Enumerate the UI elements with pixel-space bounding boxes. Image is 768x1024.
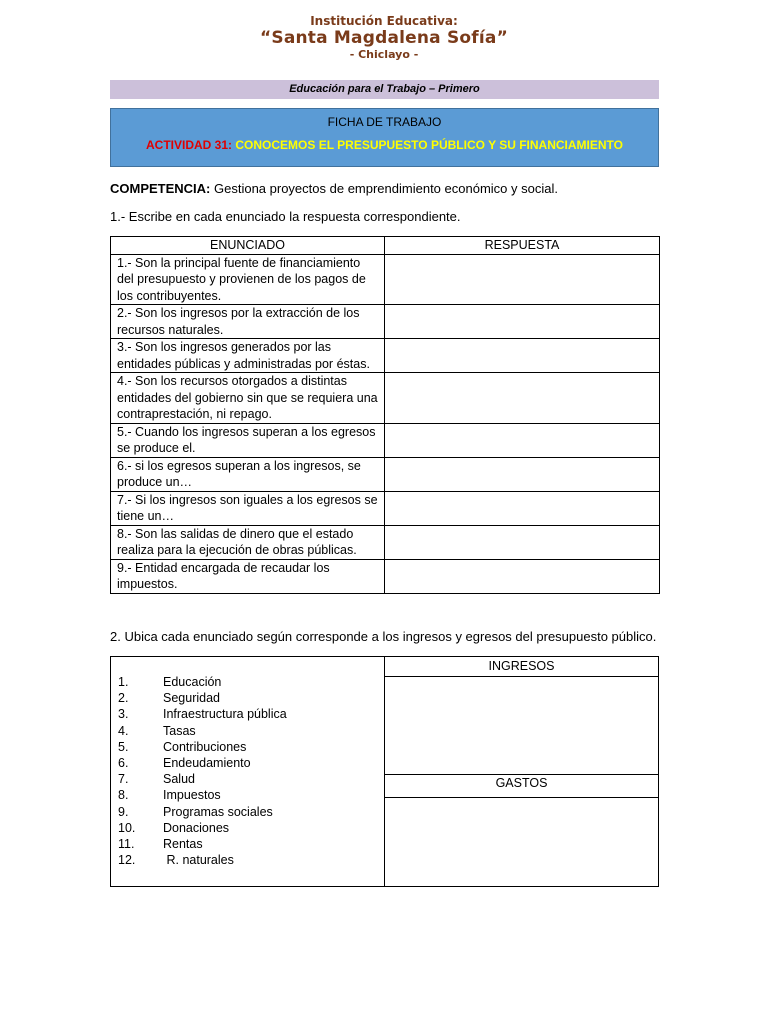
question-2: 2. Ubica cada enunciado según corresponde a los ingresos y egresos del presupuesto público. (110, 629, 657, 644)
school-header (0, 14, 768, 61)
list-item: 12. R. naturales (118, 853, 234, 868)
enunciado-cell: 8.- Son las salidas de dinero que el estado realiza para la ejecución de obras públicas. (111, 525, 385, 559)
gastos-label: GASTOS (495, 776, 548, 790)
respuesta-cell[interactable] (385, 254, 660, 305)
enunciado-cell: 7.- Si los ingresos son iguales a los egresos se tiene un… (111, 491, 385, 525)
list-item: 8. Impuestos (118, 788, 221, 803)
list-item: 1. Educación (118, 675, 222, 689)
competencia-line (110, 181, 558, 197)
question-1: 1.- Escribe en cada enunciado la respuesta correspondiente. (110, 209, 461, 224)
enunciado-cell: 1.- Son la principal fuente de financiamiento del presupuesto y provienen de los pagos de los contribuyentes. (111, 254, 385, 305)
respuesta-cell[interactable] (385, 525, 660, 559)
respuesta-cell[interactable] (385, 491, 660, 525)
school-name: “Santa Magdalena Sofía” (260, 28, 508, 48)
table-row (111, 525, 660, 559)
list-item: 10. Donaciones (118, 820, 230, 835)
table-row (111, 423, 660, 457)
list-item: 2. Seguridad (118, 691, 220, 706)
activity-name: CONOCEMOS EL PRESUPUESTO PÚBLICO Y SU FINANCIAMIENTO (232, 138, 623, 152)
respuesta-cell[interactable] (385, 305, 660, 339)
activity-prefix: ACTIVIDAD 31: (146, 138, 233, 152)
table-row (111, 305, 660, 339)
list-item: 11. Rentas (118, 836, 203, 851)
table-row (111, 254, 660, 305)
competencia-text: Gestiona proyectos de emprendimiento económico y social. (210, 181, 558, 196)
list-item: 9. Programas sociales (118, 804, 273, 819)
respuesta-cell[interactable] (385, 339, 660, 373)
enunciado-cell: 5.- Cuando los ingresos superan a los egresos se produce el. (111, 423, 385, 457)
ficha-banner (110, 108, 659, 167)
respuesta-cell[interactable] (385, 559, 660, 593)
list-item: 5. Contribuciones (118, 739, 247, 754)
city-label: - Chiclayo - (349, 48, 419, 61)
competencia-label: COMPETENCIA: (110, 181, 211, 196)
list-item: 4. Tasas (118, 723, 196, 738)
gastos-answer-area[interactable] (385, 798, 658, 886)
classification-table (110, 656, 659, 887)
institution-label: Institución Educativa: (310, 14, 458, 28)
ingresos-label: INGRESOS (488, 659, 555, 673)
respuesta-cell[interactable] (385, 373, 660, 424)
respuesta-cell[interactable] (385, 457, 660, 491)
list-item: 6. Endeudamiento (118, 755, 251, 770)
list-item: 3. Infraestructura pública (118, 707, 287, 722)
enunciado-cell: 9.- Entidad encargada de recaudar los impuestos. (111, 559, 385, 593)
enunciado-cell: 4.- Son los recursos otorgados a distintas entidades del gobierno sin que se requiera una contraprestación, ni repago. (111, 373, 385, 424)
respuesta-cell[interactable] (385, 423, 660, 457)
list-item: 7. Salud (118, 772, 195, 787)
header-enunciado: ENUNCIADO (111, 237, 385, 255)
categories-column (385, 657, 658, 886)
table-row (111, 491, 660, 525)
table-header-row (111, 237, 660, 255)
ingresos-answer-area[interactable] (385, 677, 658, 774)
header-respuesta: RESPUESTA (385, 237, 660, 255)
items-column (111, 657, 385, 886)
enunciado-cell: 2.- Son los ingresos por la extracción de los recursos naturales. (111, 305, 385, 339)
table-row (111, 373, 660, 424)
table-row (111, 339, 660, 373)
enunciado-cell: 6.- si los egresos superan a los ingresos, se produce un… (111, 457, 385, 491)
subject-banner: Educación para el Trabajo – Primero (110, 80, 659, 99)
items-list (118, 674, 287, 868)
table-row (111, 559, 660, 593)
answers-table (110, 236, 660, 594)
ficha-title: FICHA DE TRABAJO (327, 115, 442, 129)
table-row (111, 457, 660, 491)
enunciado-cell: 3.- Son los ingresos generados por las entidades públicas y administradas por éstas. (111, 339, 385, 373)
activity-title (111, 138, 658, 152)
